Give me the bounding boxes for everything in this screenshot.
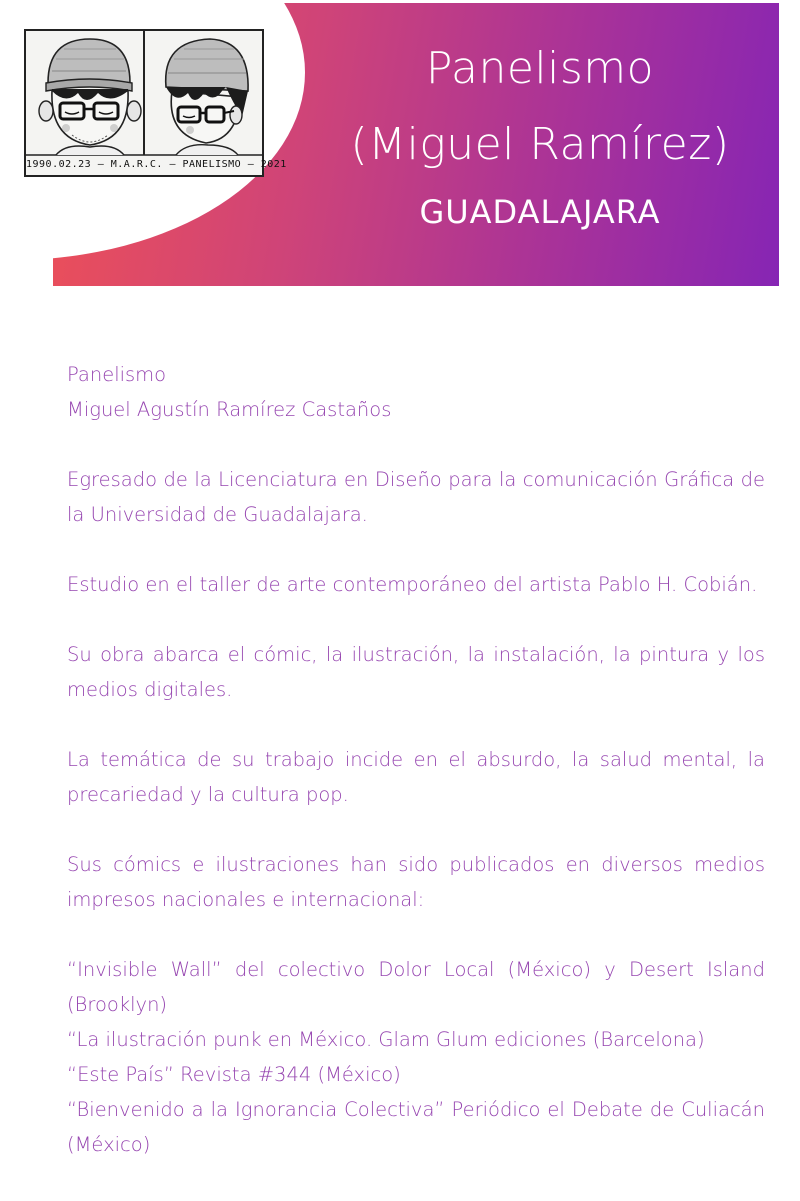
publication-list [67,952,765,1162]
page-title: Panelismo [425,43,655,94]
bio-paragraph: Sus cómics e ilustraciones han sido publicados en diversos medios impresos nacionales e internacional: [67,853,765,911]
comic-drawing [26,31,287,175]
publication-item: “Este País” Revista #344 (México) [67,1063,401,1086]
portrait-front [39,39,141,155]
publication-item: “La ilustración punk en México. Glam Glum ediciones (Barcelona) [67,1028,705,1051]
bio-name-block [67,357,765,427]
self-portrait-comic [24,29,287,177]
bio-full-name: Miguel Agustín Ramírez Castaños [67,398,392,421]
bio-paragraph: Egresado de la Licenciatura en Diseño para la comunicación Gráfica de la Universidad de Guadalajara. [67,468,765,526]
comic-caption: 1990.02.23 – M.A.R.C. – PANELISMO – 2021 [26,159,287,170]
bio-paragraph: Estudio en el taller de arte contemporáneo del artista Pablo H. Cobián. [67,573,758,596]
page-subtitle: (Miguel Ramírez) [350,119,730,170]
portrait-side [166,39,248,155]
bio-content [67,357,765,1162]
publication-item: “Bienvenido a la Ignorancia Colectiva” Periódico el Debate de Culiacán (México) [67,1098,765,1156]
bio-paragraph: Su obra abarca el cómic, la ilustración, la instalación, la pintura y los medios digitales. [67,643,765,701]
bio-alias: Panelismo [67,363,167,386]
city-label: GUADALAJARA [419,193,661,231]
bio-paragraph: La temática de su trabajo incide en el absurdo, la salud mental, la precariedad y la cultura pop. [67,748,765,806]
publication-item: “Invisible Wall” del colectivo Dolor Local (México) y Desert Island (Brooklyn) [67,958,765,1016]
